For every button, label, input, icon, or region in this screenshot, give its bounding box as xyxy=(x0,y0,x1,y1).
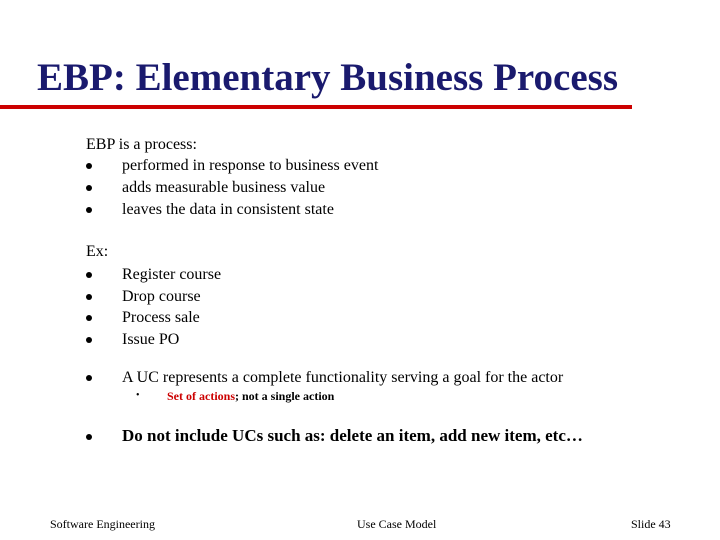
footer-slide-number: Slide 43 xyxy=(631,517,671,531)
example-bullet-3: Process sale xyxy=(122,309,200,326)
uc-sub-highlight: Set of actions xyxy=(167,389,235,403)
bullet-dot xyxy=(86,272,92,278)
title-underline xyxy=(0,105,632,109)
bullet-dot xyxy=(86,315,92,321)
sub-bullet-dot: • xyxy=(136,390,140,401)
bullet-dot xyxy=(86,163,92,169)
bullet-dot xyxy=(86,294,92,300)
uc-bullet: A UC represents a complete functionality serving a goal for the actor xyxy=(122,369,564,386)
bullet-dot xyxy=(86,337,92,343)
bullet-dot xyxy=(86,375,92,381)
uc-sub-bullet xyxy=(167,388,334,404)
uc-sub-rest: ; not a single action xyxy=(235,389,335,403)
examples-heading: Ex: xyxy=(86,243,109,260)
definition-bullet-3: leaves the data in consistent state xyxy=(122,201,334,218)
definition-bullet-2: adds measurable business value xyxy=(122,179,326,196)
definition-bullet-1: performed in response to business event xyxy=(122,157,379,174)
bullet-dot xyxy=(86,434,92,440)
slide-title: EBP: Elementary Business Process xyxy=(37,56,619,99)
definition-heading: EBP is a process: xyxy=(86,136,197,153)
example-bullet-1: Register course xyxy=(122,266,222,283)
example-bullet-2: Drop course xyxy=(122,288,201,305)
footer-course: Software Engineering xyxy=(50,517,155,531)
bullet-dot xyxy=(86,185,92,191)
footer-topic: Use Case Model xyxy=(357,517,437,531)
bullet-dot xyxy=(86,207,92,213)
warning-bullet: Do not include UCs such as: delete an item, add new item, etc… xyxy=(122,426,583,445)
example-bullet-4: Issue PO xyxy=(122,331,180,348)
